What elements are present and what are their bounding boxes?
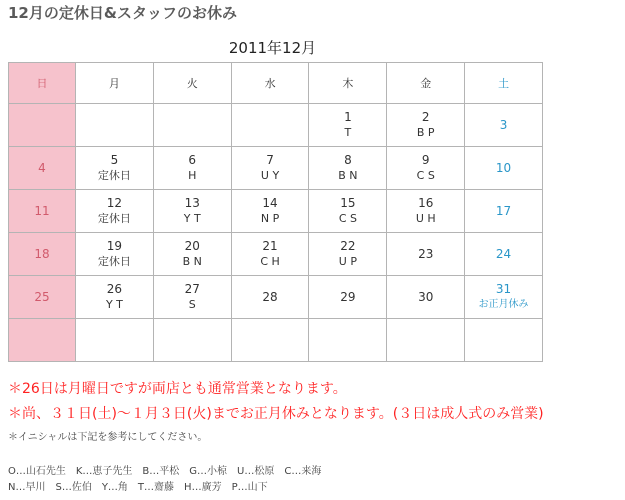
- calendar-day-cell-sat: [465, 319, 543, 362]
- day-note: 定休日: [97, 255, 131, 268]
- calendar-week-row: [9, 276, 543, 319]
- weekday-header-fri: 金: [387, 63, 465, 104]
- day-number: 29: [340, 289, 356, 304]
- day-number: 6: [188, 153, 197, 167]
- day-number: 9: [421, 153, 430, 167]
- month-title: 2011年12月: [228, 39, 317, 57]
- day-number: 21: [262, 239, 278, 253]
- day-number: 11: [34, 203, 50, 218]
- page-heading: 12月の定休日&スタッフのお休み: [8, 4, 237, 22]
- calendar-day-cell-tue: [153, 233, 231, 276]
- notice-line-1: ＊26日は月曜日ですが両店とも通常営業となります。: [8, 381, 347, 397]
- calendar-day-cell-thu: [309, 233, 387, 276]
- initials-hint: ＊イニシャルは下記を参考にしてください。: [8, 432, 208, 443]
- day-number: 28: [262, 289, 278, 304]
- calendar-day-cell-sun: [9, 147, 76, 190]
- calendar-week-row: [9, 147, 543, 190]
- day-note: 定休日: [97, 169, 131, 182]
- calendar-day-cell-thu: [309, 319, 387, 362]
- calendar-week-row: [9, 190, 543, 233]
- day-number: 27: [184, 282, 200, 296]
- day-number: 23: [418, 246, 434, 261]
- calendar-day-cell-sun: [9, 319, 76, 362]
- day-number: 7: [266, 153, 274, 167]
- calendar-day-cell-fri: [387, 147, 465, 190]
- calendar-day-cell-sat: [465, 276, 543, 319]
- calendar-day-cell-fri: [387, 233, 465, 276]
- calendar-day-cell-thu: [309, 190, 387, 233]
- day-number: 20: [184, 239, 200, 253]
- day-number: 10: [495, 160, 512, 175]
- weekday-header-sat: 土: [465, 63, 543, 104]
- calendar-table: [8, 62, 543, 362]
- day-note: T: [344, 126, 352, 139]
- calendar-day-cell-mon: [76, 233, 154, 276]
- calendar-day-cell-sun: [9, 190, 76, 233]
- staff-initials-line-1: O…山石先生 K…恵子先生 B…平松 G…小椋 U…松原 C…来海: [8, 466, 322, 477]
- weekday-header-mon: 月: [76, 63, 154, 104]
- day-number: 18: [34, 246, 50, 261]
- calendar-day-cell-wed: [231, 104, 309, 147]
- calendar-day-cell-thu: [309, 276, 387, 319]
- day-number: 3: [499, 117, 508, 132]
- calendar-day-cell-sat: [465, 147, 543, 190]
- calendar-day-cell-tue: [153, 104, 231, 147]
- day-note: B N: [338, 169, 358, 182]
- day-number: 1: [344, 110, 352, 124]
- day-number: 24: [495, 246, 512, 261]
- day-number: 14: [262, 196, 278, 210]
- calendar-day-cell-thu: [309, 104, 387, 147]
- calendar-day-cell-fri: [387, 276, 465, 319]
- day-note: U Y: [260, 169, 280, 182]
- day-note: C S: [416, 169, 435, 182]
- calendar-day-cell-fri: [387, 190, 465, 233]
- calendar-day-cell-wed: [231, 319, 309, 362]
- day-note: C S: [338, 212, 357, 225]
- calendar-day-cell-mon: [76, 276, 154, 319]
- day-number: 5: [110, 153, 119, 167]
- day-number: 13: [184, 196, 200, 210]
- day-note: N P: [260, 212, 280, 225]
- calendar-day-cell-mon: [76, 104, 154, 147]
- day-number: 19: [106, 239, 123, 253]
- day-note: お正月休み: [478, 299, 529, 310]
- day-note: U H: [415, 212, 436, 225]
- staff-initials-line-2: N…早川 S…佐伯 Y…角 T…齋藤 H…廣芳 P…山下: [8, 482, 268, 493]
- calendar-week-row: [9, 104, 543, 147]
- day-number: 4: [38, 160, 46, 175]
- calendar-day-cell-fri: [387, 104, 465, 147]
- calendar-day-cell-thu: [309, 147, 387, 190]
- day-number: 30: [418, 289, 434, 304]
- day-number: 15: [340, 196, 356, 210]
- calendar-day-cell-tue: [153, 147, 231, 190]
- weekday-header-wed: 水: [231, 63, 309, 104]
- calendar-week-row: [9, 233, 543, 276]
- day-note: B N: [182, 255, 202, 268]
- day-note: B P: [416, 126, 435, 139]
- calendar-day-cell-sun: [9, 104, 76, 147]
- calendar-day-cell-wed: [231, 147, 309, 190]
- day-number: 8: [344, 153, 352, 167]
- day-number: 25: [34, 289, 50, 304]
- calendar-day-cell-fri: [387, 319, 465, 362]
- notice-line-2: ＊尚、３１日(土)〜１月３日(火)までお正月休みとなります。(３日は成人式のみ営業): [8, 406, 544, 422]
- calendar-day-cell-sat: [465, 104, 543, 147]
- day-note: Y T: [105, 298, 123, 311]
- day-note: U P: [338, 255, 357, 268]
- day-number: 31: [495, 282, 512, 296]
- calendar-day-cell-tue: [153, 276, 231, 319]
- day-number: 17: [495, 203, 512, 218]
- calendar-day-cell-mon: [76, 319, 154, 362]
- day-note: H: [188, 169, 197, 182]
- weekday-header-tue: 火: [153, 63, 231, 104]
- calendar-day-cell-sun: [9, 233, 76, 276]
- day-number: 26: [106, 282, 123, 296]
- day-note: Y T: [183, 212, 201, 225]
- calendar-day-cell-sat: [465, 190, 543, 233]
- day-number: 22: [340, 239, 356, 253]
- weekday-header-row: [9, 63, 543, 104]
- day-number: 16: [418, 196, 434, 210]
- calendar-day-cell-mon: [76, 147, 154, 190]
- calendar-day-cell-sun: [9, 276, 76, 319]
- calendar-day-cell-tue: [153, 319, 231, 362]
- calendar-week-row: [9, 319, 543, 362]
- day-number: 12: [106, 196, 123, 210]
- calendar-day-cell-wed: [231, 233, 309, 276]
- calendar-day-cell-wed: [231, 276, 309, 319]
- calendar-day-cell-tue: [153, 190, 231, 233]
- calendar-day-cell-wed: [231, 190, 309, 233]
- weekday-header-sun: 日: [9, 63, 76, 104]
- calendar-day-cell-sat: [465, 233, 543, 276]
- day-note: 定休日: [97, 212, 131, 225]
- day-note: C H: [260, 255, 280, 268]
- weekday-header-thu: 木: [309, 63, 387, 104]
- calendar-day-cell-mon: [76, 190, 154, 233]
- day-number: 2: [421, 110, 430, 124]
- day-note: S: [188, 298, 196, 311]
